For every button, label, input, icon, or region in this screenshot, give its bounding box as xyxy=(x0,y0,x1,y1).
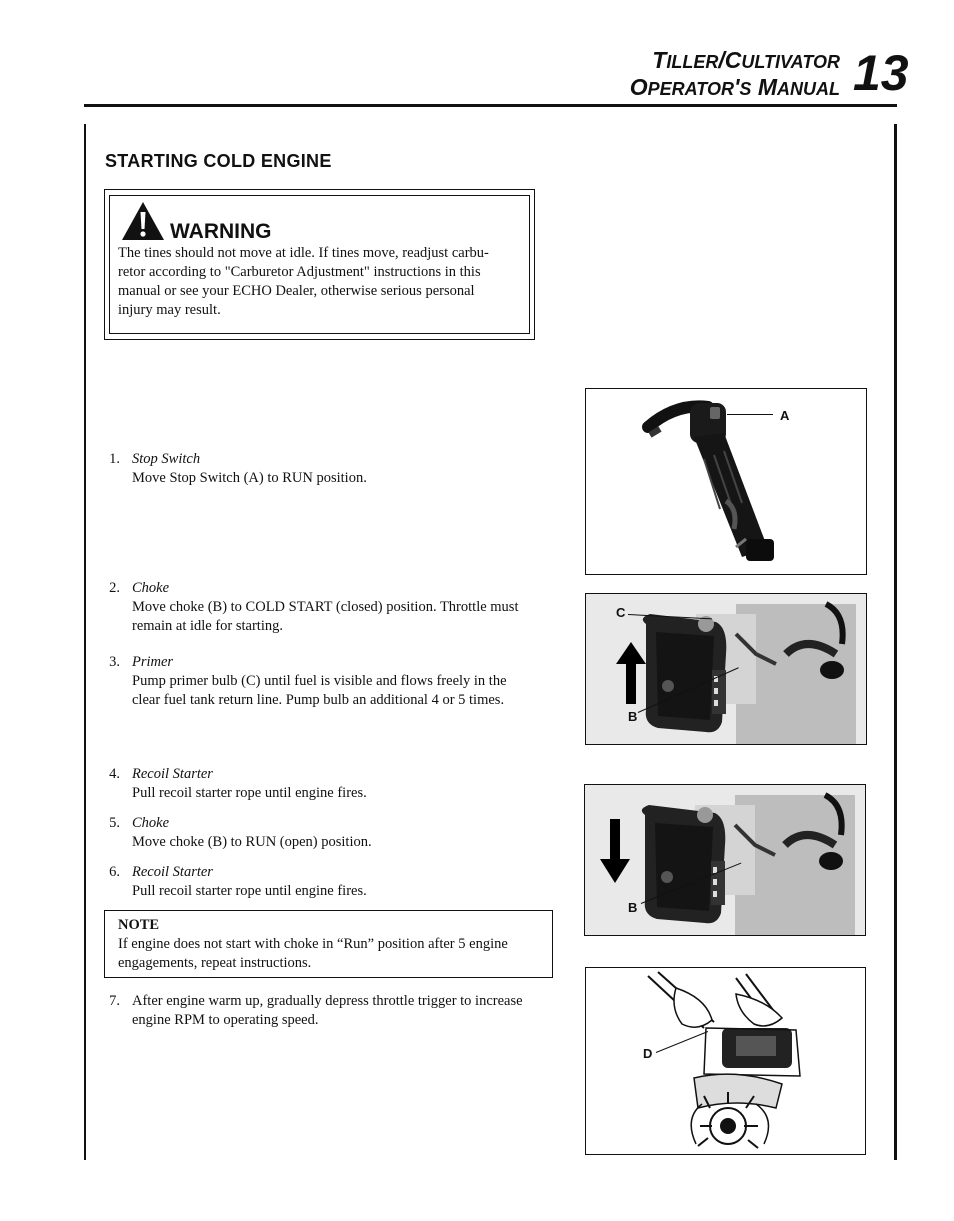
figure-stop-switch-label-a: A xyxy=(780,408,790,423)
step-2-heading: Choke xyxy=(132,580,170,596)
figure-choke-run xyxy=(584,784,866,936)
note-title: NOTE xyxy=(118,917,160,933)
header-title-segment: M xyxy=(751,74,777,100)
warning-text: The tines should not move at idle. If tines move, readjust carbu- retor according to "Carburetor Adjustment" instructions in this manual or see your ECHO Dealer, otherwise serious personal injury may result. xyxy=(118,245,489,318)
header-title-line-2 xyxy=(630,74,840,103)
header-title-segment: S xyxy=(739,79,752,99)
step-4-heading: Recoil Starter xyxy=(132,766,213,782)
figure-choke-closed xyxy=(585,593,867,745)
step-3-heading: Primer xyxy=(132,654,174,670)
warning-title: WARNING xyxy=(170,220,272,243)
header-title-segment: ILLER xyxy=(666,52,719,72)
header-title-segment: /C xyxy=(718,47,742,73)
right-margin-rule xyxy=(894,124,897,1160)
header-title-segment: ULTIVATOR xyxy=(741,52,840,72)
figure-stop-switch-leader xyxy=(727,414,773,415)
figure-choke-run-label-b: B xyxy=(628,900,638,915)
header-title-segment: O xyxy=(629,74,648,100)
header-title-segment: ' xyxy=(733,74,740,100)
figure-throttle xyxy=(585,967,866,1155)
header-title-segment: T xyxy=(652,47,667,73)
figure-choke-closed-label-b: B xyxy=(628,709,638,724)
warning-triangle-icon xyxy=(120,200,166,242)
header-title-line-1 xyxy=(652,47,840,76)
note-content: NOTE If engine does not start with choke in “Run” position after 5 engine engagements, repeat instructions. xyxy=(118,916,550,973)
header-title-segment: PERATOR xyxy=(647,79,734,99)
figure-stop-switch xyxy=(585,388,867,575)
figure-choke-closed-label-c: C xyxy=(616,605,626,620)
step-6-heading: Recoil Starter xyxy=(132,864,213,880)
left-margin-rule xyxy=(84,124,86,1160)
step-5-heading: Choke xyxy=(132,815,170,831)
figure-throttle-label-d: D xyxy=(643,1046,653,1061)
header-rule xyxy=(84,104,897,107)
section-title: STARTING COLD ENGINE xyxy=(105,151,332,171)
step-1-heading: Stop Switch xyxy=(132,451,201,467)
page-number: 13 xyxy=(853,45,909,101)
header-title-segment: ANUAL xyxy=(777,79,840,99)
